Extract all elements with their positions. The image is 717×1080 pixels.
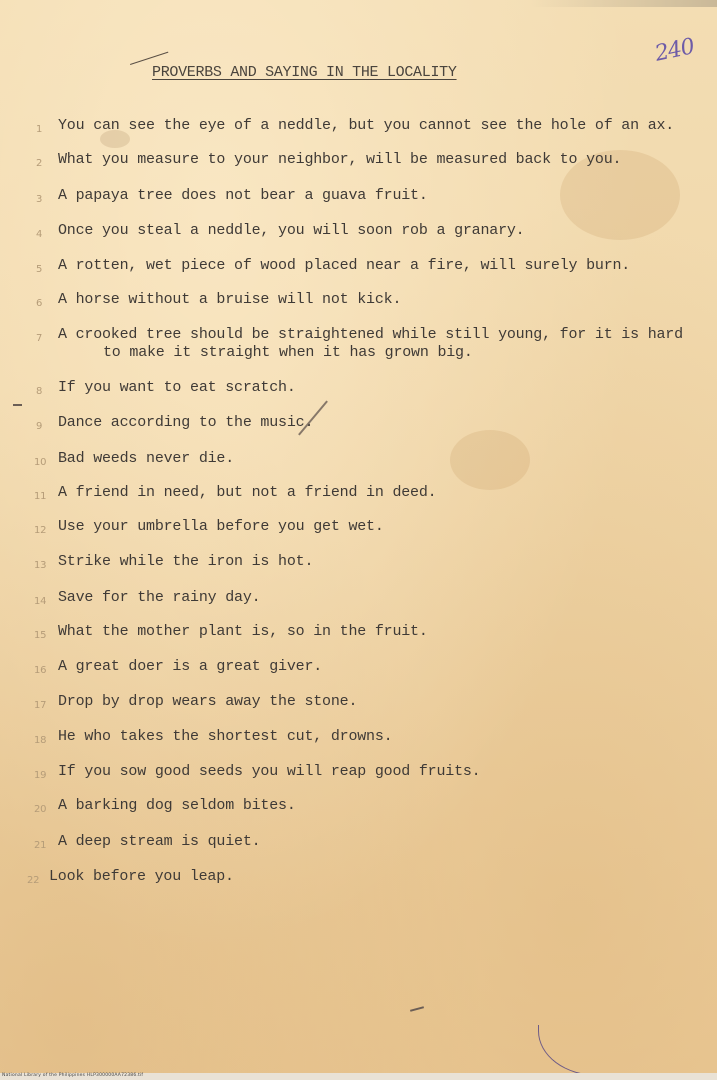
proverb-text: If you sow good seeds you will reap good fruits. xyxy=(58,763,481,780)
proverb-text: He who takes the shortest cut, drowns. xyxy=(58,728,393,745)
item-number: 7 xyxy=(36,333,43,344)
item-number: 9 xyxy=(36,421,43,432)
list-item xyxy=(36,187,428,205)
list-item xyxy=(34,589,261,607)
item-number: 10 xyxy=(34,457,47,468)
proverb-text: What you measure to your neighbor, will be measured back to you. xyxy=(58,151,622,168)
list-item xyxy=(34,450,235,468)
list-item xyxy=(36,151,622,169)
proverb-text: Use your umbrella before you get wet. xyxy=(58,518,384,535)
item-number: 13 xyxy=(34,560,47,571)
item-number: 3 xyxy=(36,194,43,205)
list-item xyxy=(36,414,314,432)
item-number: 21 xyxy=(34,840,47,851)
proverb-text: Dance according to the music. xyxy=(58,414,314,431)
list-item xyxy=(34,623,428,641)
list-item xyxy=(34,693,358,711)
proverb-text: A friend in need, but not a friend in deed. xyxy=(58,484,437,501)
item-number: 5 xyxy=(36,264,43,275)
proverb-text: If you want to eat scratch. xyxy=(58,379,296,396)
item-number: 1 xyxy=(36,124,43,135)
item-number: 2 xyxy=(36,158,43,169)
proverb-text: A deep stream is quiet. xyxy=(58,833,261,850)
list-item xyxy=(36,379,296,397)
proverb-text: Look before you leap. xyxy=(49,868,234,885)
list-item xyxy=(36,257,631,275)
list-item xyxy=(34,553,314,571)
page-title: PROVERBS AND SAYING IN THE LOCALITY xyxy=(152,64,457,81)
item-number: 4 xyxy=(36,229,43,240)
item-number: 16 xyxy=(34,665,47,676)
proverb-text: Save for the rainy day. xyxy=(58,589,261,606)
margin-mark xyxy=(13,404,22,406)
proverb-text: A papaya tree does not bear a guava fruit. xyxy=(58,187,428,204)
proverb-text: Strike while the iron is hot. xyxy=(58,553,314,570)
proverb-text: A great doer is a great giver. xyxy=(58,658,323,675)
list-item xyxy=(34,484,437,502)
proverb-text: Once you steal a neddle, you will soon rob a granary. xyxy=(58,222,525,239)
list-item xyxy=(36,117,675,135)
item-number: 19 xyxy=(34,770,47,781)
item-number: 18 xyxy=(34,735,47,746)
proverb-text: A crooked tree should be straightened while still young, for it is hard xyxy=(58,326,683,343)
list-item xyxy=(36,291,402,309)
list-item xyxy=(34,797,296,815)
item-number: 8 xyxy=(36,386,43,397)
item-number: 12 xyxy=(34,525,47,536)
list-item xyxy=(34,763,481,781)
list-item xyxy=(27,868,234,886)
handwritten-page-number: 240 xyxy=(652,34,697,67)
item-number: 20 xyxy=(34,804,47,815)
proverb-text: A barking dog seldom bites. xyxy=(58,797,296,814)
item-number: 17 xyxy=(34,700,47,711)
item-number: 6 xyxy=(36,298,43,309)
item-number: 14 xyxy=(34,596,47,607)
proverb-text-continuation: to make it straight when it has grown big. xyxy=(103,344,473,361)
item-number: 11 xyxy=(34,491,47,502)
ink-stroke xyxy=(538,1025,709,1076)
item-number: 22 xyxy=(27,875,40,886)
proverb-text: You can see the eye of a neddle, but you cannot see the hole of an ax. xyxy=(58,117,675,134)
scan-footer: National Library of the Philippines HLP300000AA72386.tif xyxy=(2,1073,144,1078)
list-item xyxy=(34,833,261,851)
proverb-text: Bad weeds never die. xyxy=(58,450,235,467)
list-item xyxy=(36,222,525,240)
list-item xyxy=(34,518,384,536)
proverb-text: A rotten, wet piece of wood placed near a fire, will surely burn. xyxy=(58,257,631,274)
proverb-text: A horse without a bruise will not kick. xyxy=(58,291,402,308)
proverb-text: Drop by drop wears away the stone. xyxy=(58,693,358,710)
item-number: 15 xyxy=(34,630,47,641)
proverb-text: What the mother plant is, so in the fruit. xyxy=(58,623,428,640)
list-item xyxy=(34,728,393,746)
list-item xyxy=(34,658,323,676)
list-item xyxy=(36,326,683,362)
